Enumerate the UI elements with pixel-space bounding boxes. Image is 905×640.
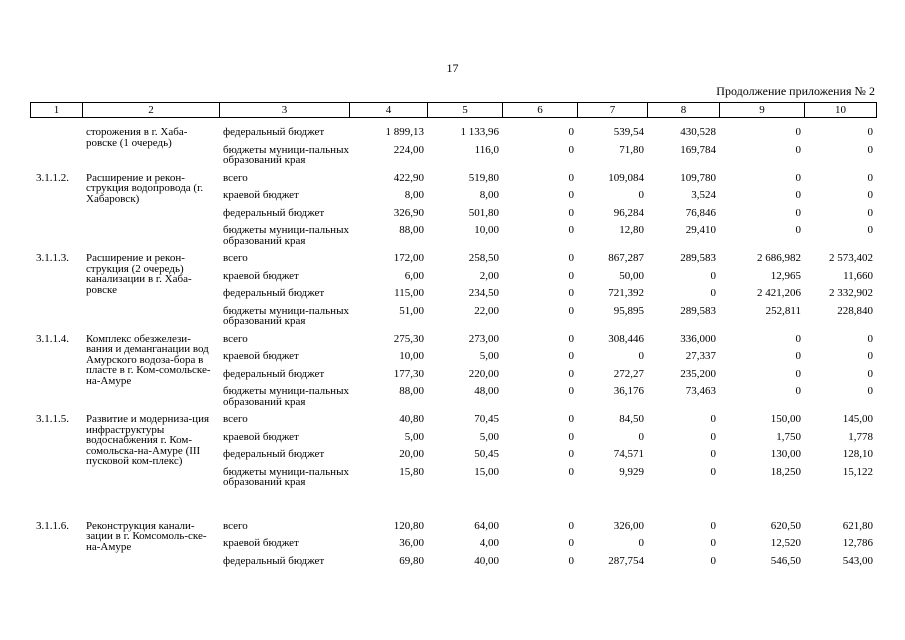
column-header: 4 <box>350 103 428 118</box>
value-cell: 76,846 <box>685 206 716 219</box>
value-cell: 50,45 <box>474 448 499 460</box>
value-cell: 0 <box>795 126 801 138</box>
funding-source: всего <box>223 332 248 345</box>
value-cell: 430,528 <box>680 126 716 138</box>
item-code <box>30 124 82 170</box>
value-cell: 36,00 <box>399 537 424 549</box>
value-cell: 40,00 <box>474 554 499 567</box>
value-cell: 0 <box>867 385 873 397</box>
value-cell: 0 <box>568 269 574 282</box>
value-cell: 289,583 <box>680 252 716 264</box>
value-cell: 5,00 <box>479 430 499 443</box>
value-cell: 12,786 <box>842 537 873 549</box>
value-cell: 0 <box>638 350 644 362</box>
value-cell: 258,50 <box>468 252 499 264</box>
value-cell: 8,00 <box>404 189 424 201</box>
value-cell: 8,00 <box>479 189 499 201</box>
value-cell: 721,392 <box>608 287 644 299</box>
value-cell: 0 <box>568 332 574 345</box>
value-cell: 1,750 <box>776 430 801 443</box>
value-cell: 29,410 <box>685 224 716 236</box>
value-cell: 308,446 <box>608 332 644 345</box>
value-cell: 74,571 <box>613 448 644 460</box>
value-cell: 0 <box>795 332 801 345</box>
column-header: 9 <box>720 103 805 118</box>
value-cell: 0 <box>867 224 873 236</box>
value-cell: 0 <box>568 537 574 549</box>
value-cell: 0 <box>568 367 574 380</box>
value-cell: 0 <box>568 430 574 443</box>
funding-source: бюджеты муници-пальных образований края <box>223 385 349 408</box>
value-cell: 275,30 <box>393 332 424 345</box>
value-cell: 326,00 <box>613 519 644 532</box>
value-cell: 10,00 <box>399 350 424 362</box>
value-cell: 0 <box>795 143 801 156</box>
funding-source: всего <box>223 252 248 264</box>
value-cell: 15,00 <box>474 465 499 478</box>
value-cell: 272,27 <box>613 367 644 380</box>
item-name: Развитие и модерниза-ция инфраструктуры водоснабжения г. Ком-сомольска-на-Амуре (III пусковой ком-плекс) <box>86 413 210 467</box>
value-cell: 0 <box>568 252 574 264</box>
value-cell: 0 <box>568 224 574 236</box>
value-cell: 3,524 <box>691 189 716 201</box>
funding-source: краевой бюджет <box>223 269 299 282</box>
value-cell: 0 <box>568 287 574 299</box>
value-cell: 109,084 <box>608 171 644 184</box>
funding-source: краевой бюджет <box>223 430 299 443</box>
table-row <box>30 170 876 188</box>
funding-source: федеральный бюджет <box>223 367 325 380</box>
value-cell: 0 <box>867 189 873 201</box>
value-cell: 0 <box>710 448 716 460</box>
funding-source: бюджеты муници-пальных образований края <box>223 143 349 166</box>
value-cell: 70,45 <box>474 413 499 425</box>
item-code: 3.1.1.2. <box>36 171 69 184</box>
value-cell: 120,80 <box>393 519 424 532</box>
value-cell: 0 <box>568 350 574 362</box>
value-cell: 172,00 <box>393 252 424 264</box>
value-cell: 5,00 <box>404 430 424 443</box>
value-cell: 64,00 <box>474 519 499 532</box>
value-cell: 12,520 <box>770 537 801 549</box>
value-cell: 69,80 <box>399 554 424 567</box>
page-number: 17 <box>446 61 459 75</box>
value-cell: 36,176 <box>613 385 644 397</box>
value-cell: 501,80 <box>468 206 499 219</box>
item-code: 3.1.1.5. <box>36 413 69 425</box>
value-cell: 220,00 <box>468 367 499 380</box>
value-cell: 0 <box>568 304 574 317</box>
value-cell: 0 <box>867 332 873 345</box>
column-header-table <box>30 102 877 118</box>
value-cell: 422,90 <box>393 171 424 184</box>
value-cell: 273,00 <box>468 332 499 345</box>
item-name: Расширение и рекон-струкция водопровода (г. Хабаровск) <box>86 171 204 205</box>
value-cell: 150,00 <box>770 413 801 425</box>
value-cell: 0 <box>568 171 574 184</box>
value-cell: 0 <box>568 385 574 397</box>
value-cell: 0 <box>867 206 873 219</box>
value-cell: 73,463 <box>685 385 716 397</box>
funding-source: федеральный бюджет <box>223 287 325 299</box>
funding-source: краевой бюджет <box>223 537 299 549</box>
value-cell: 130,00 <box>770 448 801 460</box>
value-cell: 0 <box>710 413 716 425</box>
funding-source: краевой бюджет <box>223 189 299 201</box>
value-cell: 84,50 <box>619 413 644 425</box>
value-cell: 116,0 <box>474 143 499 156</box>
value-cell: 0 <box>867 171 873 184</box>
funding-source: бюджеты муници-пальных образований края <box>223 304 349 327</box>
value-cell: 2 332,902 <box>829 287 873 299</box>
funding-source: всего <box>223 171 248 184</box>
value-cell: 0 <box>867 126 873 138</box>
value-cell: 0 <box>710 519 716 532</box>
value-cell: 0 <box>568 554 574 567</box>
value-cell: 128,10 <box>842 448 873 460</box>
value-cell: 0 <box>638 537 644 549</box>
column-header: 7 <box>578 103 648 118</box>
value-cell: 88,00 <box>399 224 424 236</box>
value-cell: 27,337 <box>685 350 716 362</box>
value-cell: 0 <box>795 224 801 236</box>
value-cell: 12,965 <box>770 269 801 282</box>
value-cell: 9,929 <box>619 465 644 478</box>
value-cell: 1 133,96 <box>460 126 499 138</box>
value-cell: 228,840 <box>837 304 873 317</box>
value-cell: 235,200 <box>680 367 716 380</box>
table-row <box>30 518 876 536</box>
value-cell: 15,80 <box>399 465 424 478</box>
value-cell: 5,00 <box>479 350 499 362</box>
column-header: 5 <box>428 103 503 118</box>
value-cell: 109,780 <box>680 171 716 184</box>
value-cell: 543,00 <box>842 554 873 567</box>
value-cell: 0 <box>568 465 574 478</box>
value-cell: 88,00 <box>399 385 424 397</box>
value-cell: 115,00 <box>394 287 424 299</box>
value-cell: 20,00 <box>399 448 424 460</box>
value-cell: 287,754 <box>608 554 644 567</box>
value-cell: 539,54 <box>613 126 644 138</box>
value-cell: 0 <box>795 189 801 201</box>
continuation-caption: Продолжение приложения № 2 <box>716 84 875 98</box>
value-cell: 18,250 <box>770 465 801 478</box>
value-cell: 2 686,982 <box>757 252 801 264</box>
value-cell: 2 573,402 <box>829 252 873 264</box>
value-cell: 51,00 <box>399 304 424 317</box>
value-cell: 12,80 <box>619 224 644 236</box>
value-cell: 0 <box>867 350 873 362</box>
value-cell: 0 <box>795 171 801 184</box>
value-cell: 0 <box>867 367 873 380</box>
value-cell: 0 <box>710 287 716 299</box>
value-cell: 96,284 <box>613 206 644 219</box>
column-header: 3 <box>220 103 350 118</box>
value-cell: 0 <box>795 367 801 380</box>
value-cell: 48,00 <box>474 385 499 397</box>
value-cell: 50,00 <box>619 269 644 282</box>
value-cell: 11,660 <box>843 269 873 282</box>
value-cell: 0 <box>638 430 644 443</box>
funding-source: федеральный бюджет <box>223 126 325 138</box>
value-cell: 0 <box>568 143 574 156</box>
value-cell: 71,80 <box>619 143 644 156</box>
value-cell: 40,80 <box>399 413 424 425</box>
funding-source: бюджеты муници-пальных образований края <box>223 224 349 247</box>
value-cell: 15,122 <box>842 465 873 478</box>
column-header: 8 <box>648 103 720 118</box>
value-cell: 0 <box>568 413 574 425</box>
value-cell: 867,287 <box>608 252 644 264</box>
value-cell: 0 <box>867 143 873 156</box>
value-cell: 95,895 <box>613 304 644 317</box>
value-cell: 6,00 <box>404 269 424 282</box>
value-cell: 0 <box>568 126 574 138</box>
item-code: 3.1.1.6. <box>36 519 69 532</box>
funding-table <box>30 124 876 570</box>
column-header: 2 <box>83 103 220 118</box>
funding-source: всего <box>223 413 248 425</box>
value-cell: 546,50 <box>770 554 801 567</box>
column-header: 10 <box>805 103 877 118</box>
value-cell: 0 <box>795 206 801 219</box>
funding-source: бюджеты муници-пальных образований края <box>223 465 349 488</box>
table-row <box>30 250 876 268</box>
funding-source: федеральный бюджет <box>223 448 325 460</box>
value-cell: 620,50 <box>770 519 801 532</box>
value-cell: 177,30 <box>393 367 424 380</box>
value-cell: 2,00 <box>479 269 499 282</box>
item-code: 3.1.1.4. <box>36 332 69 345</box>
value-cell: 621,80 <box>842 519 873 532</box>
value-cell: 1,778 <box>848 430 873 443</box>
value-cell: 0 <box>710 465 716 478</box>
value-cell: 0 <box>568 448 574 460</box>
value-cell: 252,811 <box>765 304 801 317</box>
value-cell: 0 <box>795 385 801 397</box>
item-code: 3.1.1.3. <box>36 252 69 264</box>
item-name: Комплекс обезжелези-вания и деманганации вод Амурского водоза-бора в пласте в г. Ком-сомольске-на-Амуре <box>86 332 211 387</box>
value-cell: 4,00 <box>479 537 499 549</box>
value-cell: 22,00 <box>474 304 499 317</box>
value-cell: 289,583 <box>680 304 716 317</box>
funding-source: краевой бюджет <box>223 350 299 362</box>
value-cell: 326,90 <box>393 206 424 219</box>
table-row <box>30 124 876 142</box>
table-row <box>30 411 876 429</box>
value-cell: 224,00 <box>393 143 424 156</box>
value-cell: 0 <box>568 206 574 219</box>
value-cell: 0 <box>710 269 716 282</box>
value-cell: 0 <box>638 189 644 201</box>
funding-source: всего <box>223 519 248 532</box>
value-cell: 145,00 <box>842 413 873 425</box>
table-row <box>30 331 876 349</box>
value-cell: 0 <box>710 554 716 567</box>
funding-source: федеральный бюджет <box>223 206 325 219</box>
value-cell: 336,000 <box>680 332 716 345</box>
funding-source: федеральный бюджет <box>223 554 325 567</box>
value-cell: 519,80 <box>468 171 499 184</box>
value-cell: 0 <box>568 519 574 532</box>
item-name: Расширение и рекон-струкция (2 очередь) канализации в г. Хаба-ровске <box>86 252 192 296</box>
value-cell: 0 <box>710 537 716 549</box>
value-cell: 10,00 <box>474 224 499 236</box>
value-cell: 1 899,13 <box>385 126 424 138</box>
item-name: сторожения в г. Хаба-ровске (1 очередь) <box>86 126 188 149</box>
item-name: Реконструкция канали-зации в г. Комсомоль-ске-на-Амуре <box>86 519 207 553</box>
value-cell: 234,50 <box>468 287 499 299</box>
value-cell: 0 <box>795 350 801 362</box>
column-header: 6 <box>503 103 578 118</box>
value-cell: 0 <box>568 189 574 201</box>
spacer-row <box>30 492 876 518</box>
value-cell: 169,784 <box>680 143 716 156</box>
value-cell: 2 421,206 <box>757 287 801 299</box>
column-header: 1 <box>31 103 83 118</box>
value-cell: 0 <box>710 430 716 443</box>
